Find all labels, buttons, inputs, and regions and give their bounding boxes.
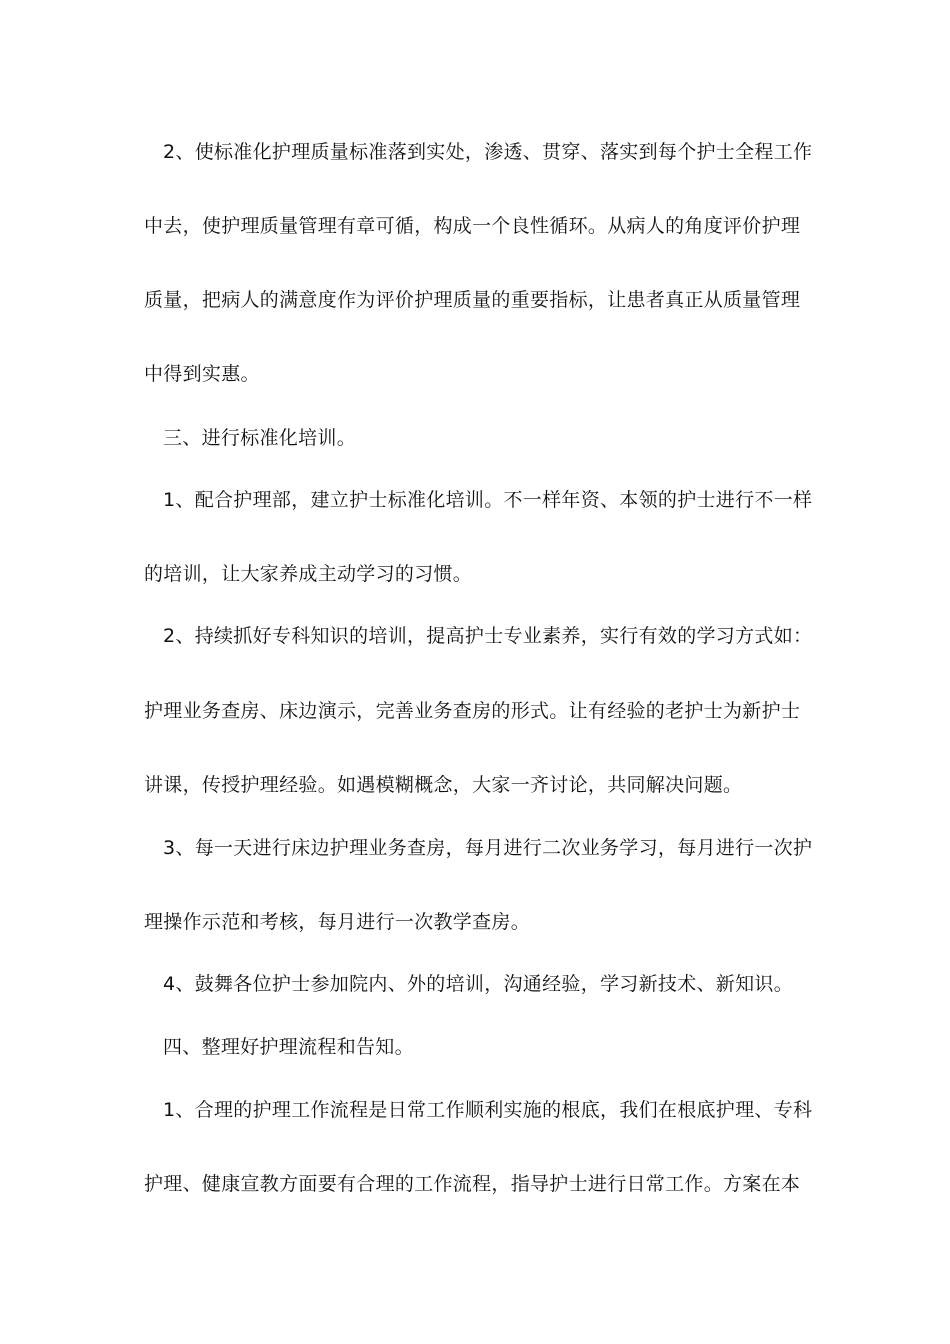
paragraph-line: 1、合理的护理工作流程是日常工作顺利实施的根底，我们在根底护理、专科 [163,1099,813,1121]
paragraph-line: 1、配合护理部，建立护士标准化培训。不一样年资、本领的护士进行不一样 [163,489,813,511]
paragraph-line: 中得到实惠。 [144,363,260,385]
paragraph-line: 4、鼓舞各位护士参加院内、外的培训，沟通经验，学习新技术、新知识。 [163,973,793,995]
paragraph-line: 护理、健康宣教方面要有合理的工作流程，指导护士进行日常工作。方案在本 [144,1173,801,1195]
paragraph-line: 3、每一天进行床边护理业务查房，每月进行二次业务学习，每月进行一次护 [163,837,813,859]
paragraph-line: 理操作示范和考核，每月进行一次教学查房。 [144,911,531,933]
paragraph-line: 的培训，让大家养成主动学习的习惯。 [144,563,473,585]
paragraph-line: 护理业务查房、床边演示，完善业务查房的形式。让有经验的老护士为新护士 [144,700,801,722]
paragraph-line: 2、使标准化护理质量标准落到实处，渗透、贯穿、落实到每个护士全程工作 [163,141,813,163]
section-heading: 三、进行标准化培训。 [163,427,357,449]
paragraph-line: 2、持续抓好专科知识的培训，提高护士专业素养，实行有效的学习方式如： [163,625,813,647]
section-heading: 四、整理好护理流程和告知。 [163,1036,414,1058]
paragraph-line: 中去，使护理质量管理有章可循，构成一个良性循环。从病人的角度评价护理 [144,215,801,237]
paragraph-line: 质量，把病人的满意度作为评价护理质量的重要指标，让患者真正从质量管理 [144,289,801,311]
paragraph-line: 讲课，传授护理经验。如遇模糊概念，大家一齐讨论，共同解决问题。 [144,774,743,796]
